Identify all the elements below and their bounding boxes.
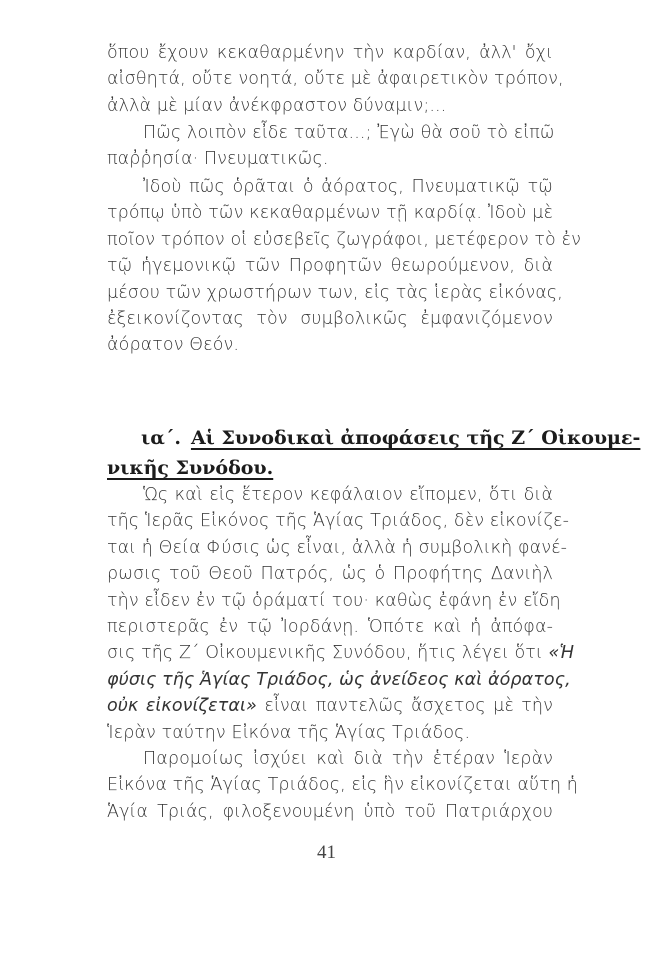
section-title: Αἱ Συνοδικαὶ ἀποφάσεις τῆς Ζ΄ Οἰκουμε- — [190, 427, 641, 449]
text-line: Ὡς καὶ εἰς ἕτερον κεφάλαιον εἴπομεν, ὅτι διὰ — [143, 485, 553, 505]
text-line: Εἰκόνα τῆς Ἁγίας Τριάδος, εἰς ἣν εἰκονίζεται αὕτη ἡ — [107, 775, 578, 796]
paragraph-invisible-seen — [107, 174, 581, 359]
paragraph-how-he-saw — [107, 120, 553, 173]
quote-italic: «Ἡ — [548, 643, 575, 664]
section-title-cont: νικῆς Συνόδου. — [107, 457, 274, 479]
text-line: τῆς Ἱερᾶς Εἰκόνος τῆς Ἁγίας Τριάδος, δὲν εἰκονίζε- — [107, 511, 570, 532]
text-line: ποῖον τρόπον οἱ εὐσεβεῖς ζωγράφοι, μετέφερον τὸ ἐν — [107, 229, 581, 250]
quote-italic: φύσις τῆς Ἁγίας Τριάδος, ὡς ἀνείδεος καὶ ἀόρατος, — [107, 669, 571, 690]
text-line: Ἱερὰν ταύτην Εἰκόνα τῆς Ἁγίας Τριάδος. — [107, 722, 471, 743]
text-line: Ἁγία Τριάς, φιλοξενουμένη ὑπὸ τοῦ Πατριάρχου — [107, 801, 553, 822]
text-line: μέσου τῶν χρωστήρων των, εἰς τὰς ἱερὰς εἰκόνας, — [107, 282, 563, 303]
text-line: ται ἡ Θεία Φύσις ὡς εἶναι, ἀλλὰ ἡ συμβολικὴ φανέ- — [107, 537, 568, 558]
text-line — [107, 640, 575, 666]
page-number: 41 — [317, 842, 336, 863]
text-line: περιστερᾶς ἐν τῷ Ἰορδάνῃ. Ὁπότε καὶ ἡ ἀπόφα- — [107, 616, 553, 637]
paragraph-continuation — [107, 40, 564, 119]
text-line: τρόπῳ ὑπὸ τῶν κεκαθαρμένων τῇ καρδίᾳ. Ἰδοὺ μὲ — [107, 203, 553, 224]
text-line: Ἰδοὺ πῶς ὁρᾶται ὁ ἀόρατος, Πνευματικῷ τῷ — [143, 177, 553, 197]
text-plain: εἶναι παντελῶς ἄσχετος μὲ τὴν — [256, 696, 553, 717]
text-plain: σις τῆς Ζ΄ Οἰκουμενικῆς Συνόδου, ἥτις λέγει ὅτι — [107, 643, 549, 664]
text-line: ἀλλὰ μὲ μίαν ἀνέκφραστον δύναμιν;... — [107, 95, 447, 116]
text-line: παῤῥησία· Πνευματικῶς. — [107, 149, 329, 170]
heading-line-1 — [107, 423, 641, 453]
text-line: τὴν εἶδεν ἐν τῷ ὁράματί του· καθὼς ἐφάνη ἐν εἴδη — [107, 590, 561, 611]
section-heading — [107, 423, 641, 483]
heading-line-2 — [107, 453, 553, 483]
text-line: ἐξεικονίζοντας τὸν συμβολικῶς ἐμφανιζόμενον — [107, 308, 553, 329]
text-line — [107, 693, 553, 719]
text-line: Πῶς λοιπὸν εἶδε ταῦτα...; Ἐγὼ θὰ σοῦ τὸ εἰπῶ — [143, 123, 555, 143]
text-line — [107, 667, 571, 693]
text-line: ρωσις τοῦ Θεοῦ Πατρός, ὡς ὁ Προφήτης Δανιὴλ — [107, 564, 553, 585]
section-number: ια΄. — [141, 427, 181, 449]
text-line: Παρομοίως ἰσχύει καὶ διὰ τὴν ἑτέραν Ἱερὰν — [143, 749, 553, 769]
text-line: τῷ ἡγεμονικῷ τῶν Προφητῶν θεωρούμενον, διὰ — [107, 256, 553, 277]
text-line: αἰσθητά, οὔτε νοητά, οὔτε μὲ ἀφαιρετικὸν τρόπον, — [107, 69, 564, 90]
paragraph-synod-decision — [107, 482, 575, 746]
text-line: ὅπου ἔχουν κεκαθαρμένην τὴν καρδίαν, ἀλλ' ὄχι — [107, 43, 553, 63]
quote-italic: οὐκ εἰκονίζεται» — [107, 696, 257, 717]
text-line: ἀόρατον Θεόν. — [107, 335, 240, 356]
paragraph-similarly — [107, 746, 578, 825]
